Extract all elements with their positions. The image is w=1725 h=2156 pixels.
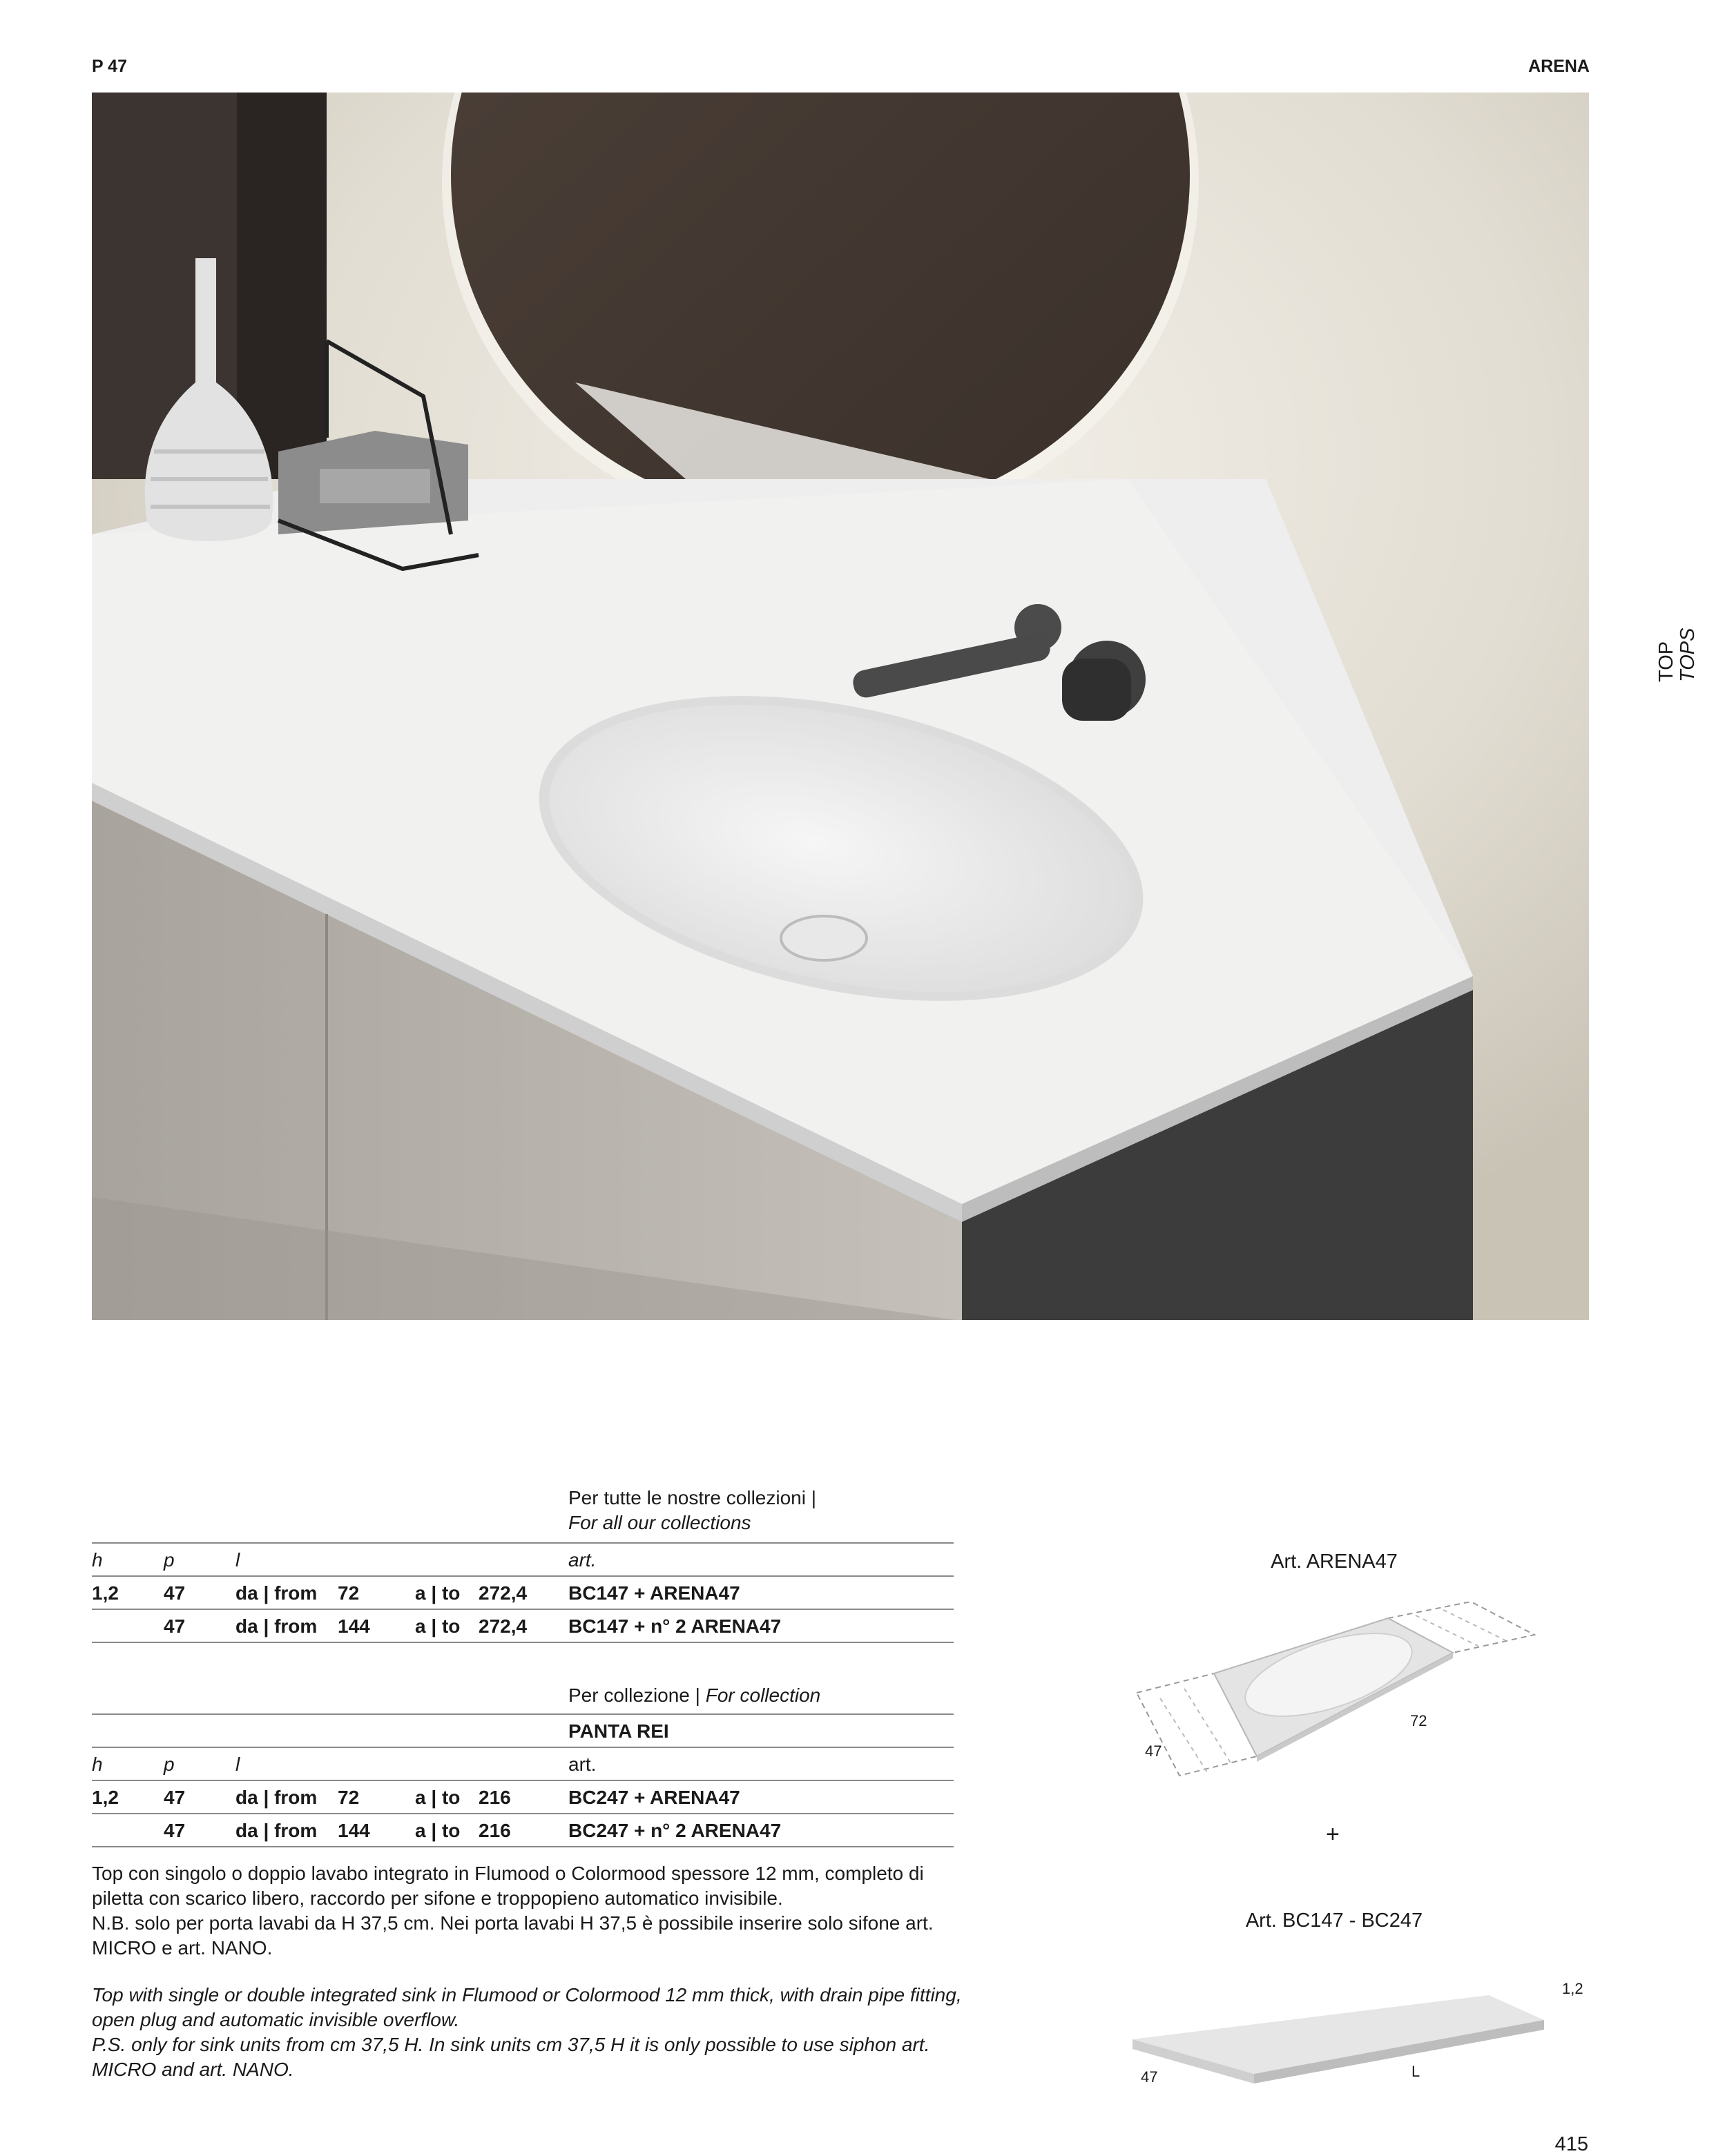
collection-name: ARENA — [1528, 57, 1590, 76]
table-row — [92, 1781, 954, 1814]
col-art: art. — [568, 1549, 597, 1571]
cell-p: 47 — [164, 1820, 186, 1841]
plus-sign: + — [1326, 1821, 1340, 1847]
cell-to-label: a | to — [415, 1787, 461, 1808]
cell-p: 47 — [164, 1787, 186, 1808]
table-row — [92, 1577, 954, 1610]
cell-to-value: 216 — [479, 1820, 511, 1841]
cell-art: BC247 + n° 2 ARENA47 — [568, 1820, 782, 1841]
cell-from-value: 72 — [338, 1787, 360, 1808]
description-it-2: N.B. solo per porta lavabi da H 37,5 cm. Nei porta lavabi H 37,5 è possibile inserire solo sifone art. MICRO e art. NANO. — [92, 1912, 934, 1959]
table-header-row — [92, 1748, 954, 1781]
product-photo — [92, 93, 1589, 1320]
description-it-1: Top con singolo o doppio lavabo integrato in Flumood o Colormood spessore 12 mm, completo di piletta con scarico libero, raccordo per sifone e troppopieno automatico invisibile. — [92, 1863, 924, 1909]
cell-from-value: 144 — [338, 1615, 370, 1637]
top-thickness-dimension: 1,2 — [1562, 1980, 1583, 1997]
cell-h: 1,2 — [92, 1582, 119, 1604]
table-row — [92, 1610, 954, 1643]
intro-it: Per tutte le nostre collezioni | — [568, 1487, 817, 1508]
cell-to-value: 272,4 — [479, 1615, 528, 1637]
cell-from-label: da | from — [235, 1787, 318, 1808]
cell-to-value: 272,4 — [479, 1582, 528, 1604]
diagram-top-label: Art. BC147 - BC247 — [1245, 1910, 1423, 1932]
top-diagram — [1130, 1995, 1551, 2085]
table-all-intro — [568, 1486, 816, 1535]
col-p: p — [164, 1549, 175, 1571]
table-panta-intro — [568, 1683, 820, 1708]
cell-from-label: da | from — [235, 1582, 318, 1604]
cell-art: BC147 + ARENA47 — [568, 1582, 740, 1604]
description-it — [92, 1861, 962, 1961]
cell-p: 47 — [164, 1582, 186, 1604]
description-en-1: Top with single or double integrated sink in Flumood or Colormood 12 mm thick, with drain pipe fitting, open plug and automatic invisible overflow. — [92, 1984, 962, 2030]
sink-width-dimension: 72 — [1410, 1712, 1427, 1729]
sink-diagram — [1133, 1602, 1540, 1781]
table-panta — [92, 1713, 954, 1847]
col-l: l — [235, 1549, 240, 1571]
col-h: h — [92, 1549, 103, 1571]
cell-to-label: a | to — [415, 1820, 461, 1841]
cell-to-label: a | to — [415, 1582, 461, 1604]
col-l: l — [235, 1754, 240, 1775]
collection-name-cell: PANTA REI — [568, 1720, 669, 1742]
table-all — [92, 1542, 954, 1643]
cell-art: BC147 + n° 2 ARENA47 — [568, 1615, 782, 1637]
table-collection-row — [92, 1715, 954, 1748]
cell-from-value: 72 — [338, 1582, 360, 1604]
page-number: 415 — [1554, 2133, 1588, 2155]
intro-it: Per collezione | — [568, 1684, 706, 1706]
intro-en: For all our collections — [568, 1512, 751, 1533]
section-tab-label-en: TOPS — [1677, 628, 1699, 682]
description-en — [92, 1983, 962, 2082]
cell-art: BC247 + ARENA47 — [568, 1787, 740, 1808]
intro-en: For collection — [705, 1684, 821, 1706]
cell-to-value: 216 — [479, 1787, 511, 1808]
cell-from-label: da | from — [235, 1615, 318, 1637]
cell-p: 47 — [164, 1615, 186, 1637]
cell-from-value: 144 — [338, 1820, 370, 1841]
page-code: P 47 — [92, 57, 127, 76]
cell-from-label: da | from — [235, 1820, 318, 1841]
table-header-row — [92, 1544, 954, 1577]
section-tab-label: TOP — [1655, 641, 1677, 682]
sink-depth-dimension: 47 — [1145, 1742, 1162, 1760]
top-length-dimension: L — [1411, 2063, 1420, 2080]
top-depth-dimension: 47 — [1141, 2068, 1158, 2086]
cell-to-label: a | to — [415, 1615, 461, 1637]
diagram-sink-label: Art. ARENA47 — [1271, 1551, 1398, 1573]
col-h: h — [92, 1754, 103, 1775]
cell-h: 1,2 — [92, 1787, 119, 1808]
col-p: p — [164, 1754, 175, 1775]
col-art: art. — [568, 1754, 597, 1775]
section-tab — [1656, 627, 1704, 682]
table-row — [92, 1814, 954, 1847]
description-en-2: P.S. only for sink units from cm 37,5 H. In sink units cm 37,5 H it is only possible to use siphon art. MICRO and art. NANO. — [92, 2034, 930, 2080]
